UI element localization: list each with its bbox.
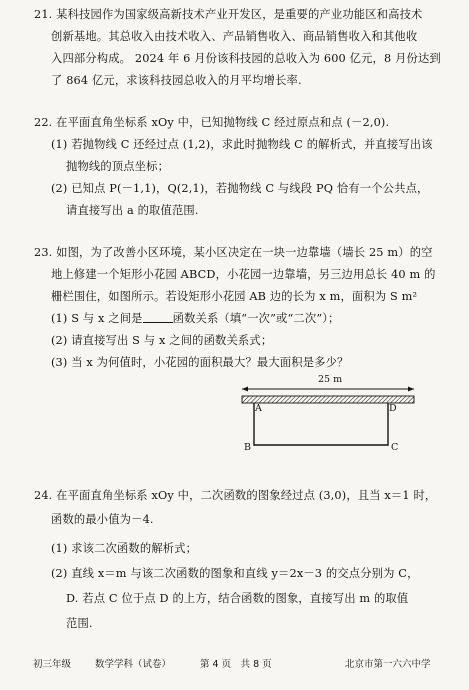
- q22-line-4: (2) 已知点 P(－1,1)，Q(2,1)，若抛物线 C 与线段 PQ 恰有一个公共点，: [51, 182, 429, 195]
- answer-blank: [143, 312, 173, 323]
- wall: [242, 396, 414, 403]
- q24-line-1: 24. 在平面直角坐标系 xOy 中，二次函数的图象经过点 (3,0)，且当 x＝1 时，: [34, 489, 437, 502]
- q24-line-3: (1) 求该二次函数的解析式；: [51, 542, 198, 555]
- q21-line-2: 创新基地。其总收入由技术收入、产品销售收入、商品销售收入和其他收: [51, 30, 418, 43]
- q22-line-1: 22. 在平面直角坐标系 xOy 中，已知抛物线 C 经过原点和点 (－2,0).: [34, 116, 390, 129]
- vertex-c-label: C: [391, 442, 399, 453]
- footer-page: 第 4 页 共 8 页: [200, 659, 272, 670]
- q21-line-1: 21. 某科技园作为国家级高新技术产业开发区，是重要的产业功能区和高技术: [34, 8, 423, 21]
- arrow-right-icon: [408, 387, 414, 392]
- q23-sub-3: (3) 当 x 为何值时，小花园的面积最大？最大面积是多少？: [51, 356, 349, 369]
- arrow-left-icon: [242, 387, 248, 392]
- q23-line-1: 23. 如图，为了改善小区环境，某小区决定在一块一边靠墙（墙长 25 m）的空: [34, 246, 433, 259]
- wall-length-label: 25 m: [318, 374, 343, 385]
- q22-line-5: 请直接写出 a 的取值范围.: [66, 204, 199, 217]
- vertex-d-label: D: [389, 403, 397, 414]
- q23-line-2: 地上修建一个矩形小花园 ABCD，小花园一边靠墙，另三边用总长 40 m 的: [51, 268, 436, 281]
- q21-line-4: 了 864 亿元，求该科技园总收入的月平均增长率.: [51, 74, 302, 87]
- footer-subject: 数学学科（试卷）: [95, 659, 172, 670]
- vertex-b-label: B: [244, 442, 251, 453]
- footer-school: 北京市第一六六中学: [345, 659, 431, 670]
- q24-line-5: D. 若点 C 位于点 D 的上方，结合函数的图象，直接写出 m 的取值: [66, 592, 409, 605]
- q23-line-3: 栅栏围住，如图所示。若设矩形小花园 AB 边的长为 x m，面积为 S m²: [51, 290, 418, 303]
- q24-line-6: 范围.: [66, 617, 93, 630]
- q23-sub-1-post: 函数关系（填“一次”或“二次”）；: [172, 312, 340, 325]
- fence: [254, 403, 388, 445]
- q24-line-2: 函数的最小值为－4.: [51, 513, 154, 526]
- q24-line-4: (2) 直线 x＝m 与该二次函数的图象和直线 y＝2x－3 的交点分别为 C，: [51, 567, 419, 580]
- footer-grade: 初三年级: [33, 659, 72, 670]
- q22-line-3: 抛物线的顶点坐标；: [66, 160, 170, 173]
- q23-sub-1: [51, 312, 340, 326]
- q23-sub-2: (2) 请直接写出 S 与 x 之间的函数关系式；: [51, 334, 273, 347]
- vertex-a-label: A: [255, 403, 262, 414]
- q21-line-3: 入四部分构成。 2024 年 6 月份该科技园的总收入为 600 亿元，8 月份达到: [51, 52, 441, 65]
- garden-figure: [238, 374, 418, 459]
- q23-sub-1-pre: (1) S 与 x 之间是: [51, 312, 143, 325]
- q22-line-2: (1) 若抛物线 C 还经过点 (1,2)，求此时抛物线 C 的解析式，并直接写出该: [51, 138, 433, 151]
